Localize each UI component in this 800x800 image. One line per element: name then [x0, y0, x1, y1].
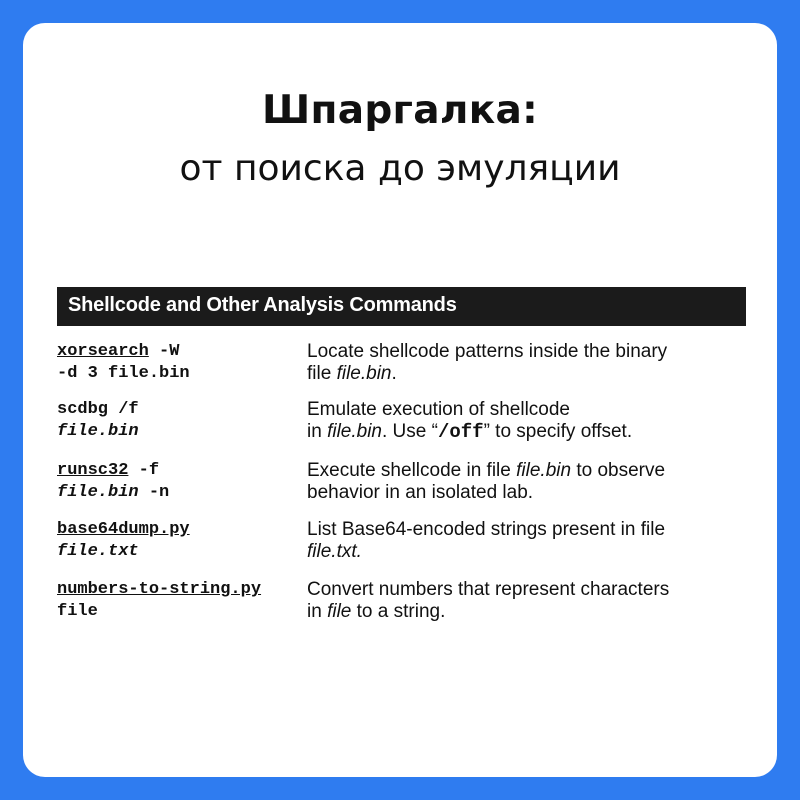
- command-args: file.txt: [57, 542, 139, 561]
- description-text: to a string.: [351, 601, 446, 622]
- table-header: [57, 287, 746, 326]
- description-option: /off: [437, 421, 484, 443]
- description-filename: file.bin: [336, 363, 392, 384]
- command-name: numbers-to-string.py: [57, 580, 262, 599]
- description-text: file: [307, 363, 337, 384]
- cheatsheet-card: [23, 23, 777, 777]
- description-filename: file.bin: [516, 460, 572, 481]
- command-arg: -f: [128, 461, 160, 480]
- command-name: base64dump.py: [57, 520, 190, 539]
- command-description: [307, 399, 747, 443]
- command-name: runsc32: [57, 461, 129, 480]
- command-name: xorsearch: [57, 342, 149, 361]
- description-filename: file.txt.: [307, 541, 362, 562]
- command-cell: [57, 519, 297, 563]
- command-cell: [57, 341, 297, 385]
- command-cell: [57, 399, 297, 443]
- description-text: in: [307, 601, 328, 622]
- command-args: file: [57, 602, 98, 621]
- page-subtitle: от поиска до эмуляции: [179, 148, 621, 189]
- description-text: .: [391, 363, 397, 384]
- description-text: Execute shellcode in file: [307, 460, 517, 481]
- description-text: ” to specify offset.: [483, 421, 633, 442]
- command-arg: -W: [148, 342, 180, 361]
- page-title: Шпаргалка:: [262, 88, 538, 133]
- command-args: file.bin: [57, 422, 139, 441]
- description-line: List Base64-encoded strings present in file: [307, 519, 666, 540]
- description-line: behavior in an isolated lab.: [307, 482, 534, 503]
- description-text: . Use “: [382, 421, 438, 442]
- table-title: Shellcode and Other Analysis Commands: [68, 294, 457, 316]
- command-name: scdbg /f: [57, 400, 139, 419]
- description-line: Convert numbers that represent characters: [307, 579, 670, 600]
- description-filename: file: [327, 601, 352, 622]
- command-description: [307, 579, 747, 623]
- command-arg: -n: [138, 483, 170, 502]
- description-line: Locate shellcode patterns inside the binary: [307, 341, 668, 362]
- command-args: -d 3 file.bin: [57, 364, 190, 383]
- command-description: [307, 341, 747, 385]
- command-cell: [57, 579, 297, 623]
- description-text: in: [307, 421, 328, 442]
- command-cell: [57, 460, 297, 504]
- command-filename: file.bin: [57, 483, 139, 502]
- description-filename: file.bin: [327, 421, 382, 442]
- description-text: to observe: [571, 460, 666, 481]
- description-line: Emulate execution of shellcode: [307, 399, 570, 420]
- command-description: [307, 519, 747, 563]
- command-description: [307, 460, 747, 504]
